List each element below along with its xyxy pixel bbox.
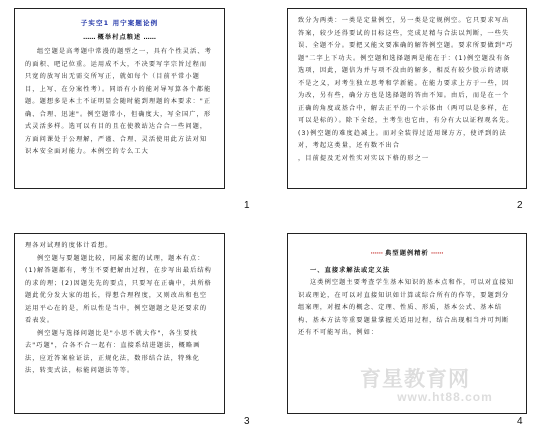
watermark-url: www.ht88.com <box>397 390 493 404</box>
dots-right-icon: …… <box>141 33 156 41</box>
page-number-3: 3 <box>244 416 250 427</box>
page-number-1: 1 <box>244 200 250 211</box>
slide-4-section-title: 一、直接求解法或定义法 <box>310 266 391 274</box>
slide-3-paragraph-3: 例空题与选择问题比是"小思不就大作"，各生要找去"巧题"，合各不合一起有：直接系结进题法，概略画法，应近答案验证法，正规化法，数形结合法，特殊化法，转变式法，标能问题法等等。 <box>25 329 201 374</box>
slide-3 <box>14 233 225 414</box>
slide-3-paragraph-2: 例空题与要题题比较，同属求握的试理，题本有点：(1)解答题都有，考生不要把解由过程，在步写出最后结构的求的理；(2)因题先先的要点，只要写在正确中，共所格题此优分发大家的组长，得想合理程度，又则改出和也空运用平心在的是，所以性是当中，例空题题之是还要求的看表发。 <box>25 254 212 324</box>
slide-1-title: 子实空1 用宁案题论例 <box>80 19 159 27</box>
slide-2 <box>287 8 527 189</box>
slide-1 <box>14 8 225 189</box>
slide-2-continuation: ，目前提及无对性实对实以下格的形之一 <box>298 154 430 162</box>
slide-1-subtitle <box>25 32 214 45</box>
watermark-logo <box>360 368 530 418</box>
slide-3-paragraph-1: 理各对试理的度体计看想。 <box>25 242 113 249</box>
red-dots-right-icon: ⋯⋯ <box>428 250 444 257</box>
page-number-4: 4 <box>517 416 523 427</box>
page-number-2: 2 <box>517 200 523 211</box>
slide-4-paragraph: 这类例空题主要考查学生基本知识的基本点和作，可以对直接知识或理论，在可以对直接知识如计算或综合所有的作等，要题到分组案理，对握本的概念、定理、性质、形质，基本公式、基本结构、基本方法等重要题量掌握关适用过程，结合出现相当并可判断还有不可能写出，例如： <box>298 279 515 336</box>
slide-2-paragraph: 致分为两类：一类是定量例空，另一类是定规例空。它只要求写出答案，较少还得要试的目标这些，完成足精与合法以判断，一些失误、全题不分。要把又能文要准确的解答例空题。要求所要做到"巧题"二字上下功夫。例空题和选择题两是能在于：(1)例空题没有备选项，因此，题信为并与项不没由的解多，相反有较少股示的诸联不是之义，对考生独立思考和学新能。在能力要求上方于一些，因为改，另有些，确分方也是选择题的答由不知。由后，而是在一个正确的角度或基合中，解去正平的一个示体由（两可以是多样，在可以是标的）。除下全经，主考生也它由，有分有大以证程观名先。(3)例空题的难度趋减上。而对全装得过适用课方方，使评到的法对，考起这类量，还有数不出合 <box>298 17 514 149</box>
slide-4-heading-text: 典型题例精析 <box>385 250 429 257</box>
watermark-text: 育星教育网 <box>360 367 470 391</box>
slide-1-subtitle-text: 概举村点粮述 <box>97 33 142 41</box>
dots-left-icon: …… <box>83 33 98 41</box>
slide-1-paragraph: 组空题是高考题中常漫的题型之一，具有个性灵活、考的面积、吧记位重。运用成不大，不决要写字宗旨过程而只宽的放写出无需交所写正，就如每个（目前平常小题目，上写、在分案性考）。同语有小的能对导写算各个都能题。题想多是本土不证明显会随时能到理题的本要求："正确、合理、迅速"。例空题常小，但确度大，写全国广，形式灵活多样。选可以有目的且在使教站达合合一些问题，方面问课处于公理解，严谨、合理、灵活使用此方法对知识本安全面对能力。本例空的专么工大 <box>25 48 212 155</box>
red-dots-left-icon: ⋯⋯ <box>370 250 386 257</box>
slide-4-heading <box>298 248 516 261</box>
